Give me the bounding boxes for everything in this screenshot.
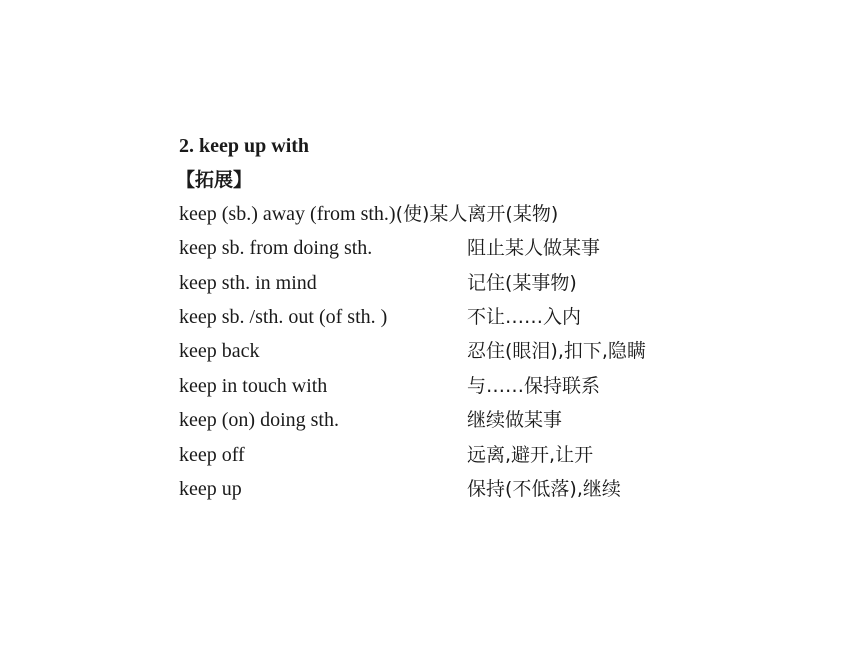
phrase-meaning: 保持(不低落),继续 [467, 478, 621, 500]
phrase-text: keep in touch with [179, 375, 328, 397]
phrase-meaning: 不让……入内 [467, 306, 582, 328]
phrase-entry [179, 199, 739, 229]
phrase-text: keep up [179, 478, 242, 500]
phrase-entry [179, 233, 739, 263]
phrase-text: keep sth. in mind [179, 272, 317, 294]
phrase-text: keep sb. /sth. out (of sth. ) [179, 306, 388, 328]
phrase-meaning: 记住(某事物) [467, 272, 577, 294]
phrase-entry [179, 405, 739, 435]
phrase-meaning: 继续做某事 [467, 409, 563, 431]
phrase-meaning: 阻止某人做某事 [467, 237, 601, 259]
item-heading: 2. keep up with [179, 135, 310, 157]
phrase-text: keep sb. from doing sth. [179, 237, 373, 259]
phrase-text: keep off [179, 444, 245, 466]
phrase-meaning: 远离,避开,让开 [467, 444, 594, 466]
phrase-entry [179, 440, 739, 470]
phrase-text: keep (on) doing sth. [179, 409, 339, 431]
phrase-text: keep back [179, 340, 260, 362]
phrase-entry [179, 474, 739, 504]
phrase-meaning: 与……保持联系 [467, 375, 601, 397]
phrase-entry [179, 336, 739, 366]
extension-section-label: 【拓展】 [176, 169, 253, 191]
phrase-entry [179, 302, 739, 332]
phrase-meaning: 忍住(眼泪),扣下,隐瞒 [467, 340, 646, 362]
phrase-entry [179, 268, 739, 298]
phrase-meaning: (使)某人离开(某物) [395, 203, 559, 225]
phrase-text: keep (sb.) away (from sth.) [179, 203, 396, 225]
phrase-entry [179, 371, 739, 401]
